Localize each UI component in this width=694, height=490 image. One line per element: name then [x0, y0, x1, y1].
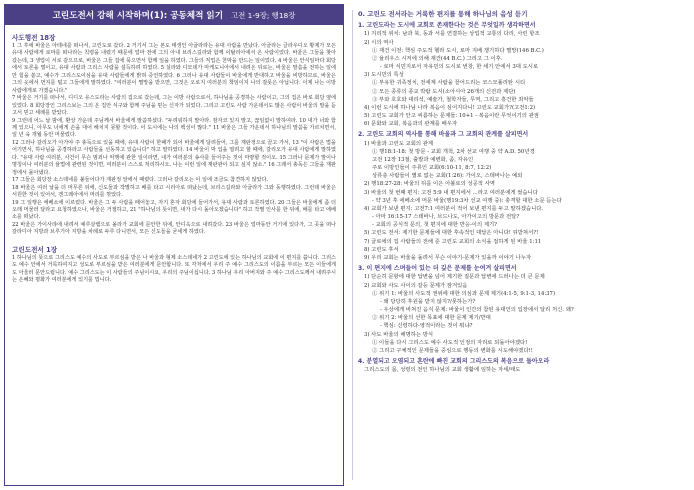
outline-item: 5) 고린도 교회가 안고 씨름하는 문제들: 10+1 - 복음이란 무엇이기의 관점 [364, 112, 539, 119]
outline-item: 6) 문화와 교회, 복음과의 관계를 배우자 [364, 121, 458, 128]
outline-item: 3) 바울의 첫 번째 편지: 고전 5:9 내 편지에서 ...라고 여러분에게 썼습니다 [364, 189, 538, 196]
outline-body [358, 22, 690, 375]
outline-item: ① 행18:1-18: 첫 방문 - 교회 개척, 2차 선교 여행 중 약 A.D. 50년경 [372, 148, 535, 155]
page-subtitle: 고전 1-9장; 행18장 [231, 10, 296, 20]
outline-panel [358, 10, 690, 486]
scripture-heading: 고린도전서 1장 [12, 245, 58, 254]
outline-item: - 아마 16:15-17 스테바나, 브드나도, 아가이고의 방문과 전달? [372, 214, 520, 221]
outline-section-heading: 3. 이 편지에 스며들어 있는 더 깊은 문제를 눈여겨 살피면서 [358, 265, 517, 273]
outline-item: 2) 시의 역사 [364, 39, 394, 46]
outline-item: 2) 교회와 사도 사이의 갈등 문제가 잠겨있음 [364, 282, 468, 289]
outline-section-heading: 2. 고린도 교회의 역사를 통해 바울과 그 교회의 관계를 살피면서 [358, 131, 529, 139]
scripture-text [5, 25, 343, 285]
outline-item: 1) 바울과 고린도 교회의 관계 [364, 140, 434, 147]
outline-item: 주로 이방인들이 주류인 교회(6:10-11, 8:7, 12:2) [372, 165, 492, 172]
outline-title: 0. 고린도 전서라는 거룩한 편지를 통해 하나님의 음성 듣기 [358, 10, 528, 18]
outline-item: - 약 3년 후 에베소에 머문 바울(행19:3차 선교 여행 중): 충격할 대한 소문 듣는다 [372, 197, 562, 204]
outline-item: - 우상에게 바쳐진 음식 문제: 바울이 인간의 참된 유대인의 입장에서 달리 처신. 왜? [380, 307, 574, 314]
outline-item: ① 재건 이전: 핵심 주도적 헬라 도시, 로마 지배 쟁기하다 멸망(146 B.C.) [372, 47, 544, 54]
outline-item: 3) 도시민의 특성 [364, 72, 404, 79]
outline-item: - 핵심: 신령하다-영적이라는 것이 뭐냐? [380, 323, 473, 330]
scripture-paragraph: 12 그러나 갈리오가 아가야 주 총독으로 있을 때에, 유대 사람이 한패가 되어 바울에게 달려들어, 그를 재판정으로 끌고 가서, 13 "이 사람은 법을 어기면서, 하나님을 공경하라고 사람들을 선동하고 있습니다" 하고 말하였다. 14 바울이 막 입을 열려고 할 때에, 갈리오가 유대 사람에게 말하였다. "유대 사람 여러분, 사건이 무슨 범죄나 악행에 관한 일이라면, 내가 여러분의 송사를 들어주는 것이 마땅할 것이오. 15 그러나 문제가 말이나 명칭이나 여러분의 율법에 관련된 것이면, 여러분이 스스로 처리하시오. 나는 이런 일에 재판관이 되고 싶지 않소." 16 그래서 총독은 그들을 재판정에서 몰아냈다. [12, 139, 338, 176]
outline-item: ② 모든 종류의 종교 박람 도시(소아시아 26개의 신전과 제단) [372, 88, 516, 95]
scripture-paragraph: 1 하나님의 뜻으로 그리스도 예수의 사도로 부르심을 받은 나 바울과 형제 소스데네가 2 고린도에 있는 하나님의 교회에 이 편지를 씁니다. 그리스도 예수 안에서 거룩하여지고 성도로 부르심을 받은 여러분에게 문안합니다. 또 각처에서 우리 주 예수 그리스도의 이름을 부르는 모든 이들에게도 아울러 문안드립니다. 예수 그리스도는 이 사람들의 주님이시요, 우리의 주님이십니다. 3 하나님 우리 아버지와 주 예수 그리스도께서 내려주시는 은혜와 평화가 여러분에게 있기를 빕니다. [12, 254, 336, 284]
outline-item: 그리스도의 몸, 성령의 전인 하나님의 교회 생활에 임하는 자세/태도 [364, 367, 521, 374]
outline-item: 2) 행18:27-28: 바울의 뒤를 이은 아볼로의 성공적 사역 [364, 181, 495, 188]
outline-item: - 교회의 공식적 문의, 첫 편지에 대한 반응-이의 제기? [372, 222, 498, 229]
outline-item: - 왜 당당히 후원을 받지 않지?/못하는가? [380, 298, 476, 305]
outline-item: ③ 부와 호호와 대리석, 예술가, 철학자들, 무역, 그리고 흥건한 죄악들 [372, 96, 534, 103]
outline-item: ① 부유한 귀족정치, 전세계 사람을 끌어드리는 코스모폴리탄 시티 [372, 80, 526, 87]
outline-item: 3) 사도 바울의 해명하는 방식 [364, 331, 434, 338]
scripture-paragraph: 18 바울은 여러 날을 더 머무른 뒤에, 신도들과 작별하고 배를 타고 시리아로 떠났는데, 브리스길라와 아굴라가 그와 동행하였다. 그런데 바울은 서원한 것이 있어서, 겐그레아에서 머리를 깎았다. [12, 184, 338, 199]
outline-item: 8) 고린도 후서 [364, 246, 399, 253]
scripture-paragraph: 7 바울은 거기를 떠나서, 디디오 유스도라는 사람의 집으로 갔는데, 그는 이방 사람으로서, 하나님을 공경하는 사람이고, 그의 집은 바로 회당 옆에 있었다. 8 회당장인 그리스보는 그의 온 집안 식구와 함께 주님을 믿는 신자가 되었다. 그리고 고린도 사람 가운데서도 많은 사람이 바울의 말을 듣고서 믿고 세례를 받았다. [12, 95, 338, 117]
outline-item: 상류층 사람들이 별로 없는 교회(1:26): 가이오, 스데바나는 예외 [372, 173, 523, 180]
column-divider [352, 10, 353, 480]
outline-item: ① 위기 1: 바울의 사도적 권위에 대한 의심과 문제 제기(4:1-5, 9:1-3, 14:37) [372, 290, 556, 297]
scripture-paragraph: 17 그들은 회당장 소스데네를 붙들어다가 재판정 앞에서 때렸다. 그러나 갈리오는 이 일에 조금도 참견하지 않았다. [12, 177, 269, 184]
outline-item: 5) 고린도 전서: 제기한 문제들에 대한 후속적인 대답은 아니다! 뒤받쳐서?! [364, 230, 539, 237]
scripture-paragraph: 19 그 일행은 에베소에 이르렀다. 바울은 그 두 사람을 떼어놓고, 자기 혼자 회당에 들어가서, 유대 사람과 토론하였다. 20 그들은 바울에게 좀 더 오래 머물러 달라고 요청하였으나, 바울은 거절하고, 21 "하나님의 뜻이면, 내가 다시 돌아오겠습니다" 하고 작별 인사를 한 뒤에, 배를 타고 에베소를 떠났다. [12, 199, 338, 221]
outline-item: 9) 우리 교회는 바울을 돌려서 무슨 이야기-문제가 있을까 이야기 나누자 [364, 254, 532, 261]
scripture-paragraph: 9 그런데 어느 날 밤에, 환상 가운데 주님께서 바울에게 말씀하셨다. "두려워하지 말아라. 잠자코 있지 말고, 끊임없이 말하여라. 10 내가 너와 함께 있으니, 아무도 너에게 손을 대어 해치지 못할 것이다. 이 도시에는 나의 백성이 많다." 11 바울은 그들 가운데서 하나님의 말씀을 가르치면서, 일 년 육 개월 동안 머물렀다. [12, 117, 338, 139]
outline-item: 1) 지리적 위치: 남과 북, 동과 서를 연결하는 상업적 교통의 다리, 사린 항조 [364, 31, 540, 38]
outline-item: 4) 이런 도시에 하나님 나라 복음이 심어지다니! 고린도 교회가?(고전1:2) [364, 104, 536, 111]
section-gap [12, 237, 336, 242]
scripture-panel [4, 4, 344, 486]
scripture-paragraph: 22 바울은 가이사랴에 내려서 예루살렘으로 올라가 교회에 문안한 뒤에, 안디옥으로 내려갔다. 23 바울은 얼마동안 거기에 있다가, 그 곳을 떠나 갈라디아 지방과 브루기아 지방을 차례로 두루 다니면서, 모든 신도들을 굳세게 하였다. [12, 221, 338, 236]
outline-item: 1) 단순히 문항에 대한 답변을 넘어 제기한 질문과 답변에 드러나는 더 큰 문제 [364, 274, 545, 281]
outline-section-heading: 1. 고린도라는 도시에 교회로 존재한다는 것은 무엇일까 생각하면서 [358, 22, 536, 29]
outline-item: 7) 글로에의 집 사람들의 전해 준 고린도 교회의 소식을 접하게 된 바울 1:11 [364, 238, 542, 245]
outline-item: ① 이들을 다시 그리스도 예수 사도적 인정의 자리로 되돌아야겠다! [372, 339, 528, 346]
outline-item: - 로마 식민지로서 자유민의 도시로 번창, 한 세기 안에서 3대 도시로 [380, 64, 539, 71]
outline-section-heading: 4. 분열되고 오염되고 혼란에 빠진 교회의 그리스도의 복음으로 돌아오라 [358, 358, 550, 365]
outline-item: 고전 12장 13절, 출발과 예변화, 좀, 자유인 [372, 157, 474, 163]
outline-item: ② 위기 2: 바울의 선한 목표에 대한 문제 제기/반대 [372, 315, 491, 322]
scripture-paragraph: 1 그 후에 바울은 아테네를 떠나서, 고린도로 갔다. 2 거기서 그는 본도 태생인 아굴라라는 유대 사람을 만났다. 아굴라는 글라우디오 황제가 모든 유대 사람에게 로마를 떠나라는 칙령을 내렸기 때문에 얼마 전에 그의 아내 브리스길라와 함께 이탈리아에서 온 사람이었다. 바울은 그들을 찾아갔는데, 3 생업이 서로 같으므로, 바울은 그들 집에 묵으면서 함께 일을 하였다. 그들의 직업은 천막을 만드는 일이었다. 4 바울은 안식일마다 회당에서 토론을 벌이고, 유대 사람과 그리스 사람을 설득하려 하였다. 5 실라와 디모데가 마케도니아에서 내려온 뒤로는, 바울은 말씀을 전하는 일에만 힘을 쏟고, 예수가 그리스도이심을 유대 사람들에게 밝혀 증언하였다. 6 그러나 유대 사람들이 바울에게 반대하고 바울을 비방하므로, 바울은 그의 옷에서 먼지를 털고 그들에게 말하였다. "여러분이 멸망을 받으면, 그것은 오로지 여러분의 책임이지 나의 잘못은 아닙니다. 이제 나는 이방 사람에게로 가겠습니다." [12, 43, 338, 94]
scripture-heading: 사도행전 18장 [12, 34, 56, 42]
outline-item: ② 율리우스 시저에 의해 재건(44 B.C.) 그리고 그 이후. [372, 55, 503, 62]
title-bar [5, 5, 343, 25]
outline-item: ② 그리고 구체적인 문제들을 중심으로 행동의 변화를 시도해야겠다!! [372, 347, 533, 354]
page-title: 고린도전서 강해 시작하며(1): 공동체적 읽기 [52, 11, 223, 21]
outline-item: 4) 교회가 보낸 편지: 고전7:1 여러분이 적어 보낸 편지를 두고 말하겠습니다. [364, 205, 544, 212]
